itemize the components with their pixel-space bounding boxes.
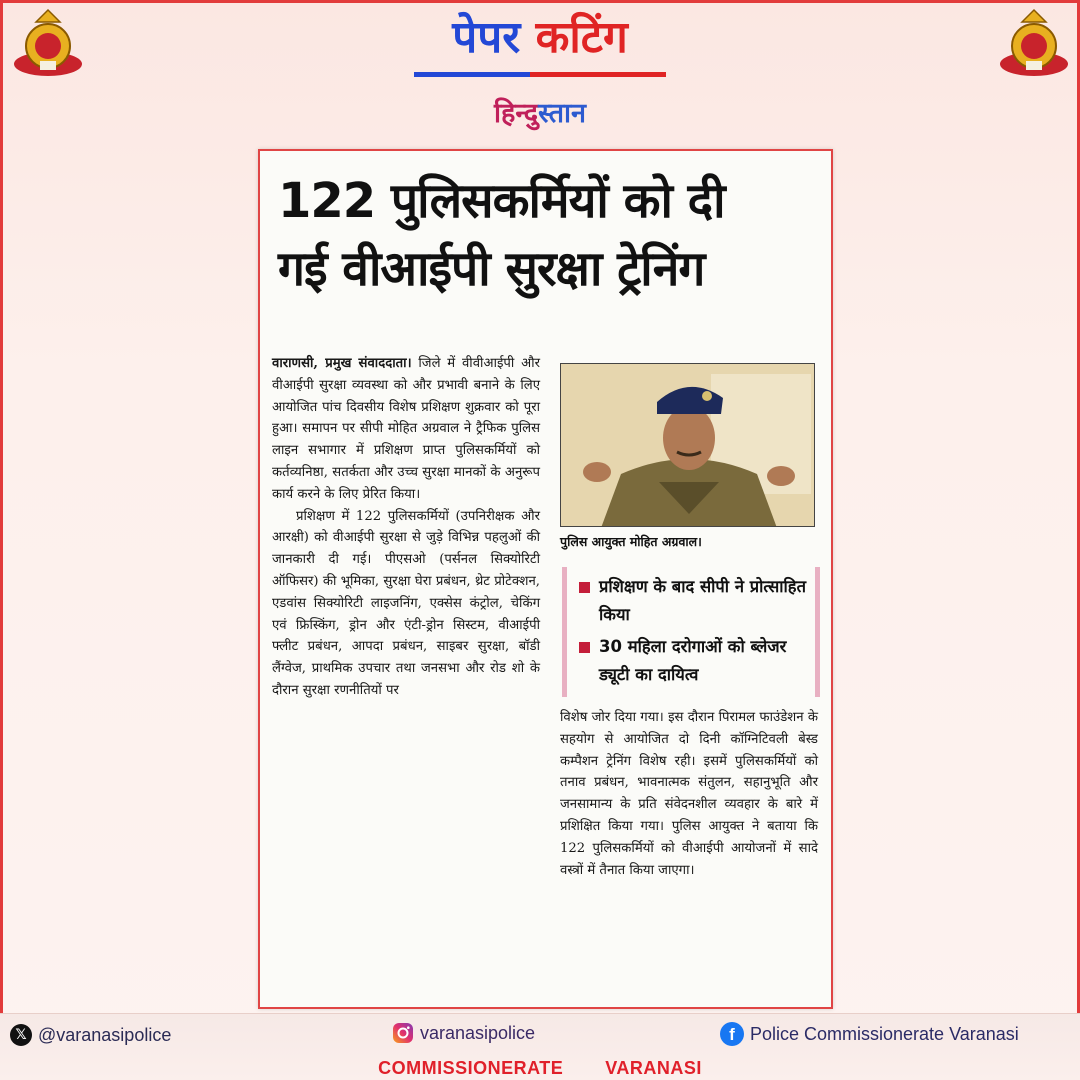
page-title — [0, 6, 1080, 70]
facebook-link[interactable] — [720, 1022, 1019, 1046]
instagram-icon — [392, 1022, 414, 1044]
newspaper-name-part2: स्तान — [538, 98, 586, 129]
article-paragraph-1: जिले में वीवीआईपी और वीआईपी सुरक्षा व्यवस्था को और प्रभावी बनाने के लिए आयोजित पांच दिवसीय विशेष प्रशिक्षण शुक्रवार को पूरा हुआ। समापन पर सीपी मोहित अग्रवाल ने ट्रैफिक पुलिस लाइन सभागार में प्रशिक्षण प्राप्त पुलिसकर्मियों को कर्तव्यनिष्ठा, सतर्कता और उच्च सुरक्षा मानकों के अनुरूप कार्य करने के लिए प्रेरित किया। — [272, 356, 540, 502]
twitter-handle: @varanasipolice — [38, 1024, 172, 1045]
highlights-box — [562, 567, 820, 697]
instagram-link[interactable] — [392, 1022, 535, 1044]
bullet-square-icon — [579, 642, 590, 653]
brand-footer-text — [0, 1058, 1080, 1079]
title-underline-red — [530, 72, 666, 77]
highlight-text: 30 महिला दरोगाओं को ब्लेजर ड्यूटी का दायित्व — [599, 637, 787, 684]
article-paragraph-2: प्रशिक्षण में 122 पुलिसकर्मियों (उपनिरीक्षक और आरक्षी) को वीआईपी सुरक्षा से जुड़े विभिन्न पहलुओं की जानकारी दी गई। पीएसओ (पर्सनल सिक्योरिटी ऑफिसर) की भूमिका, सुरक्षा घेरा प्रबंधन, थ्रेट प्रोटेक्शन, एडवांस सिक्योरिटी लाइजनिंग, एक्सेस कंट्रोल, चेकिंग एवं फ्रिस्किंग, ड्रोन और एंटी-ड्रोन सिस्टम, वीआईपी फ्लीट प्रबंधन, आपदा प्रबंधन, साइबर सुरक्षा, बॉडी लैंग्वेज, प्राथमिक उपचार तथा जनसभा और रोड शो के दौरान सुरक्षा रणनीतियों पर — [272, 508, 540, 698]
bullet-square-icon — [579, 582, 590, 593]
highlight-text: प्रशिक्षण के बाद सीपी ने प्रोत्साहित किया — [599, 577, 806, 624]
article-photo — [560, 363, 815, 527]
newspaper-name — [0, 94, 1080, 134]
newspaper-name-part1: हिन्दु — [494, 98, 539, 129]
article-paragraph-3: विशेष जोर दिया गया। इस दौरान पिरामल फाउंडेशन के सहयोग से आयोजित दो दिनी कॉग्निटिवली बेस्ड कम्पैशन ट्रेनिंग विशेष रही। इसमें पुलिसकर्मियों को तनाव प्रबंधन, भावनात्मक संतुलन, सहानुभूति और जनसामान्य के प्रति संवेदनशील व्यवहार के बारे में प्रशिक्षित किया गया। पुलिस आयुक्त ने बताया कि 122 पुलिसकर्मियों को वीआईपी आयोजनों में सादे वस्त्रों में तैनात किया जाएगा। — [560, 710, 818, 878]
title-word-cutting: कटिंग — [535, 12, 628, 63]
headline-line-2: गई वीआईपी सुरक्षा ट्रेनिंग — [278, 241, 705, 297]
highlight-item — [577, 573, 807, 629]
headline-line-1: 122 पुलिसकर्मियों को दी — [278, 173, 725, 229]
facebook-icon: f — [720, 1022, 744, 1046]
article-headline — [278, 167, 823, 303]
facebook-page-name: Police Commissionerate Varanasi — [750, 1023, 1019, 1044]
photo-caption: पुलिस आयुक्त मोहित अग्रवाल। — [560, 534, 702, 549]
article-column-left — [272, 353, 540, 702]
highlight-item — [577, 633, 807, 689]
brand-word-varanasi: VARANASI — [605, 1058, 702, 1078]
social-footer — [0, 1013, 1080, 1080]
brand-word-commissionerate: COMMISSIONERATE — [378, 1058, 564, 1078]
x-logo-icon: 𝕏 — [10, 1024, 32, 1046]
twitter-link[interactable] — [10, 1024, 171, 1046]
instagram-handle: varanasipolice — [420, 1022, 536, 1043]
article-column-right — [560, 707, 818, 881]
title-underline-blue — [414, 72, 530, 77]
newspaper-clipping — [258, 149, 833, 1009]
title-word-paper: पेपर — [452, 12, 521, 63]
article-dateline: वाराणसी, प्रमुख संवाददाता। — [272, 356, 412, 371]
